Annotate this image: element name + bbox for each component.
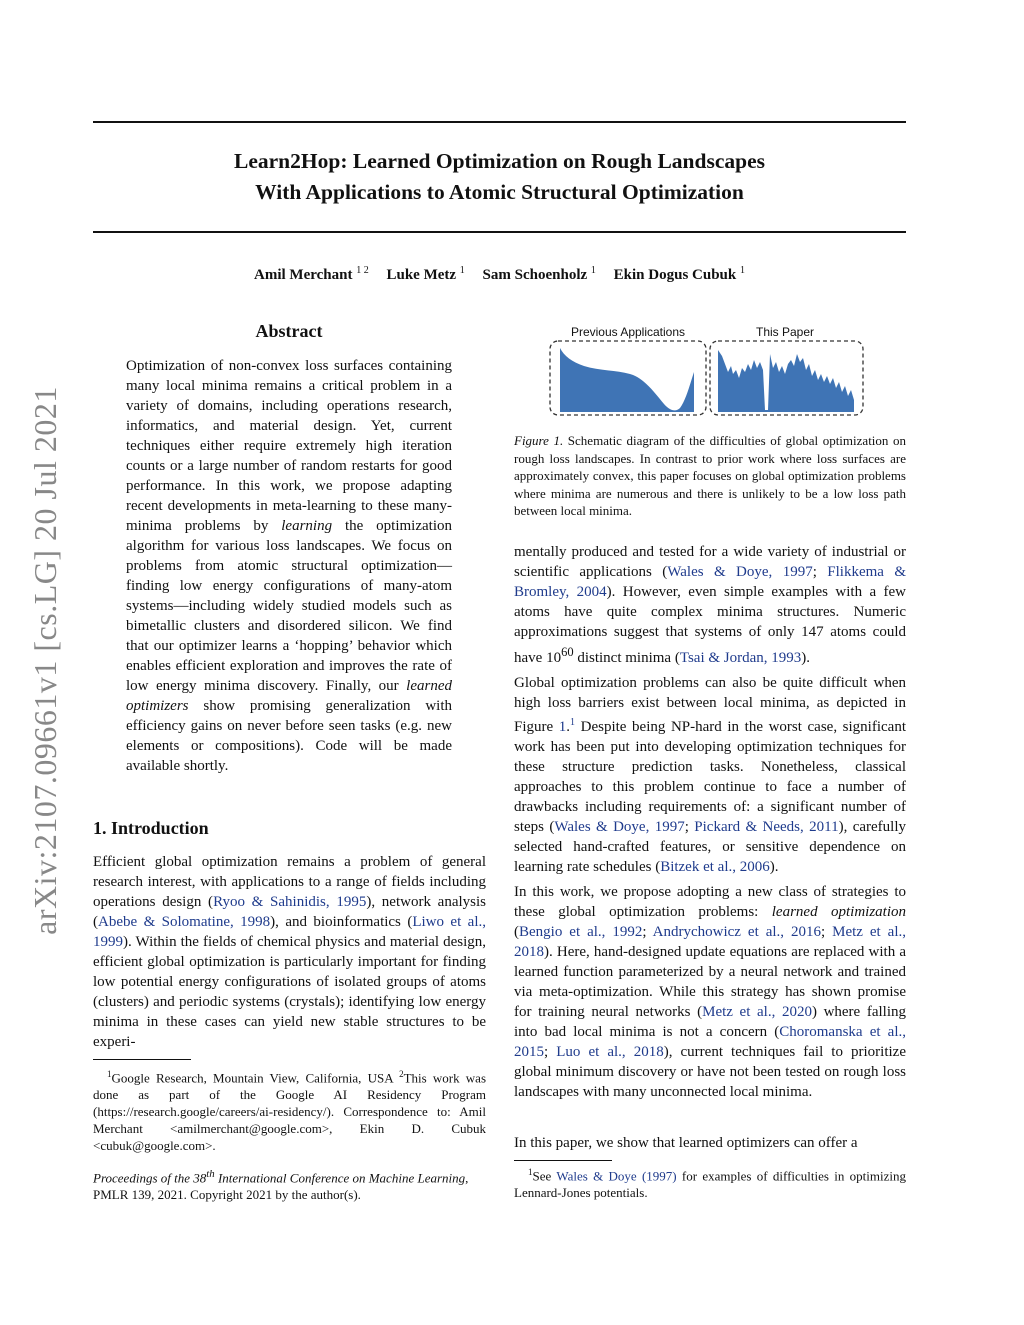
citation-link[interactable]: Metz et al., 2018: [514, 924, 906, 960]
title-top-rule: [93, 121, 906, 123]
citation-link[interactable]: Wales & Doye, 1997: [554, 819, 685, 835]
smooth-loss-curve: [560, 348, 694, 412]
citation-link[interactable]: Liwo et al., 1999: [93, 914, 486, 950]
paper-title-line2: With Applications to Atomic Structural Optimization: [255, 180, 744, 204]
citation-link[interactable]: Flikkema & Bromley, 2004: [514, 564, 907, 600]
footnote-marker[interactable]: 1: [570, 717, 576, 728]
citation-link[interactable]: Ryoo & Sahinidis, 1995: [213, 894, 367, 910]
proceedings-note: Proceedings of the 38th International Conference on Machine Learning, PMLR 139, 2021. Copyright 2021 by the author(s).: [93, 1168, 469, 1203]
author: Amil Merchant $^{1 2}$: [254, 265, 369, 283]
citation-link[interactable]: Abebe & Solomatine, 1998: [98, 914, 271, 930]
figure-1-caption: Figure 1. Schematic diagram of the difficulties of global optimization on rough loss landscapes. In contrast to prior work where loss surfaces are approximately convex, this paper focuses on global optimization problems where minima are numerous and there is unlikely to be a low loss path between local minima.: [514, 433, 906, 518]
figure-1-diagram: [514, 320, 906, 420]
title-bottom-rule: [93, 231, 906, 233]
author: Sam Schoenholz $^1$: [482, 265, 596, 283]
author-list: [93, 265, 906, 284]
arxiv-stamp: arXiv:2107.09661v1 [cs.LG] 20 Jul 2021: [26, 385, 63, 935]
footnote-affiliations: $^1$Google Research, Mountain View, California, USA $^2$This work was done as part of the Google AI Residency Program (https://research.google/careers/ai-residency/). Correspondence to: Amil Merchant <amilmerchant@google.com>, Ekin D. Cubuk <cubuk@google.com>.: [93, 1069, 486, 1154]
citation-link[interactable]: Metz et al., 2020: [702, 1004, 812, 1020]
citation-link[interactable]: Choromanska et al., 2015: [514, 1024, 906, 1060]
author: Luke Metz $^1$: [386, 265, 465, 283]
paper-title-line1: Learn2Hop: Learned Optimization on Rough Landscapes: [234, 149, 765, 173]
citation-link[interactable]: Andrychowicz et al., 2016: [652, 924, 821, 940]
right-paragraph-3: In this work, we propose adopting a new class of strategies to these global optimization problems: learned optimization (Bengio et al., 1992; Andrychowicz et al., 2016; Metz et al., 2018). Here, hand-designed update equations are replaced with a learned function parameterized by a neural network and trained via meta-optimization. While this strategy has shown promise for training neural networks (Metz et al., 2020) where falling into bad local minima is not a concern (Choromanska et al., 2015; Luo et al., 2018), current techniques fail to prioritize global minimum discovery or have not been tested on rough loss landscapes with many unconnected local minima.: [514, 884, 906, 1100]
citation-link[interactable]: Bitzek et al., 2006: [660, 859, 770, 875]
figure-label-this-paper: This Paper: [755, 325, 815, 339]
citation-link[interactable]: Wales & Doye, 1997: [667, 564, 813, 580]
citation-link[interactable]: Pickard & Needs, 2011: [694, 819, 839, 835]
right-paragraph-1: mentally produced and tested for a wide variety of industrial or scientific applications (Wales & Doye, 1997; Flikkema & Bromley, 2004). However, even simple examples with a few atoms have quite complex minima structures. Numeric approximations suggest that systems of only 147 atoms could have $10^{60}$ distinct minima (Tsai & Jordan, 1993).: [514, 544, 907, 666]
citation-link[interactable]: Wales & Doye (1997): [556, 1168, 677, 1184]
footnote-1: $^1$See Wales & Doye (1997) for examples of difficulties in optimizing Lennard-Jones potentials.: [514, 1167, 906, 1201]
figure-label-previous: Previous Applications: [570, 325, 686, 339]
intro-paragraph: Efficient global optimization remains a problem of general research interest, with applications to a range of fields including operations design (Ryoo & Sahinidis, 1995), network analysis (Abebe & Solomatine, 1998), and bioinformatics (Liwo et al., 1999). Within the fields of chemical physics and material design, efficient global optimization is particularly important for finding low potential energy configurations of isolated groups of atoms (clusters) and periodic systems (crystals); identifying low energy minima in these cases can yield new stable structures to be experi-: [93, 854, 486, 1050]
citation-link[interactable]: Luo et al., 2018: [556, 1044, 664, 1060]
citation-link[interactable]: Tsai & Jordan, 1993: [679, 650, 802, 666]
abstract-body: Optimization of non-convex loss surfaces containing many local minima remains a critical problem in a variety of domains, including operations research, informatics, and material design. Yet, current techniques either require extremely high iteration counts or a large number of random restarts for good performance. In this work, we propose adapting recent developments in meta-learning to these many-minima problems by learning the optimization algorithm for various loss landscapes. We focus on problems from atomic structural optimization—finding low energy configurations of many-atom systems—including widely studied models such as bimetallic clusters and disordered silicon. We find that our optimizer learns a ‘hopping’ behavior which enables efficient exploration and improves the rate of low energy minima discovery. Finally, our learned optimizers show promising generalization with efficiency gains on never before seen tasks (e.g. new elements or compositions). Code will be made available shortly.: [126, 358, 452, 774]
rough-loss-curve: [718, 350, 854, 412]
footnote-rule-right: [514, 1160, 612, 1161]
section-heading-introduction: 1. Introduction: [93, 818, 209, 838]
author: Ekin Dogus Cubuk $^1$: [613, 265, 745, 283]
citation-link[interactable]: Bengio et al., 1992: [519, 924, 643, 940]
abstract-heading: Abstract: [255, 321, 323, 341]
right-paragraph-4: In this paper, we show that learned optimizers can offer a: [514, 1135, 858, 1151]
figure-1: [514, 320, 906, 420]
right-paragraph-2: Global optimization problems can also be quite difficult when high loss barriers exist between local minima, as depicted in Figure 1.$^1$ Despite being NP-hard in the worst case, significant work has been put into developing optimization techniques for these structure prediction tasks. Nonetheless, classical approaches to this problem continue to face a number of drawbacks including requirements of: a significant number of steps (Wales & Doye, 1997; Pickard & Needs, 2011), carefully selected hand-crafted features, or sensitive dependence on learning rate schedules (Bitzek et al., 2006).: [514, 675, 907, 875]
footnote-rule-left: [93, 1059, 191, 1060]
figure-reference-link[interactable]: 1: [558, 719, 567, 735]
